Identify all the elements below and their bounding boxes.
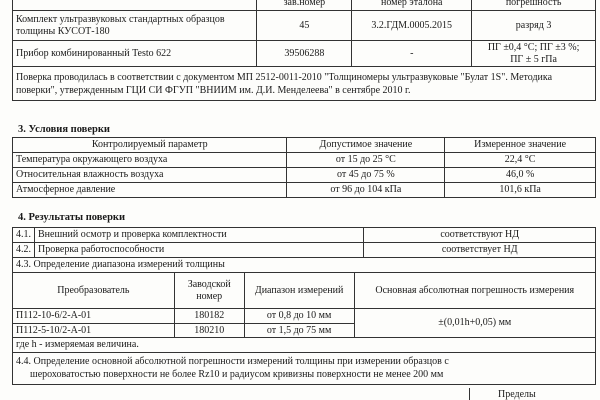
conditions-header-cell: Контролируемый параметр [13, 138, 287, 153]
standards-header-cell: номер эталона [352, 0, 472, 11]
standard-etalon: - [352, 41, 472, 67]
conditions-header-cell: Допустимое значение [287, 138, 445, 153]
condition-allowed: от 96 до 104 кПа [287, 183, 445, 198]
condition-param: Относительная влажность воздуха [13, 168, 287, 183]
standards-header-cell [13, 0, 257, 11]
condition-param: Температура окружающего воздуха [13, 153, 287, 168]
transducer-note: где h - измеряемая величина. [13, 338, 596, 353]
condition-measured: 46,0 % [445, 168, 596, 183]
accuracy-line: ПГ ± 5 гПа [510, 53, 557, 65]
standards-header-cell: погрешность [472, 0, 596, 11]
transducers-table [12, 272, 596, 385]
transducer-header-cell: Преобразователь [13, 273, 175, 309]
item-4-3: 4.3. Определение диапазона измерений толщины [13, 258, 596, 273]
result-text: Проверка работоспособности [35, 243, 364, 258]
section-4-title: 4. Результаты поверки [18, 212, 126, 223]
conditions-header-cell: Измеренное значение [445, 138, 596, 153]
standard-accuracy: разряд 3 [472, 11, 596, 41]
transducer-header-cell: Заводской номер [174, 273, 244, 309]
item-4-4-line-1: 4.4. Определение основной абсолютной погрешности измерений толщины при измерении образцов с [16, 356, 449, 367]
standards-table [12, 0, 596, 101]
section-3-title: 3. Условия поверки [18, 124, 110, 135]
standard-name: Комплект ультразвуковых стандартных образцов толщины КУСОТ-180 [13, 11, 257, 41]
conditions-table [12, 137, 596, 198]
transducer-error: ±(0,01h+0,05) мм [354, 309, 595, 338]
result-value: соответствует НД [364, 243, 596, 258]
transducer-range: от 0,8 до 10 мм [244, 309, 354, 324]
transducer-name: П112-10-6/2-А-01 [13, 309, 175, 324]
condition-allowed: от 45 до 75 % [287, 168, 445, 183]
condition-allowed: от 15 до 25 °С [287, 153, 445, 168]
condition-measured: 22,4 °С [445, 153, 596, 168]
transducer-header-cell: Основная абсолютная погрешность измерения [354, 273, 595, 309]
results-table [12, 227, 596, 273]
item-4-4 [13, 352, 596, 384]
transducer-range: от 1,5 до 75 мм [244, 323, 354, 338]
item-4-4-line-2: шероховатостью поверхности не более Rz10 и радиусом кривизны поверхности не менее 200 мм [30, 369, 444, 380]
method-note: Поверка проводилась в соответствии с документом МП 2512-0011-2010 "Толщиномеры ультразвуковые "Булат 1S". Методика поверки", утвержденным ГЦИ СИ ФГУП "ВНИИМ им. Д.И. Менделеева" в сентябре 2010 г. [13, 67, 596, 101]
transducer-header-cell: Диапазон измерений [244, 273, 354, 309]
standard-serial: 45 [257, 11, 352, 41]
result-num: 4.1. [13, 228, 35, 243]
result-value: соответствуют НД [364, 228, 596, 243]
transducer-serial: 180182 [174, 309, 244, 324]
transducer-serial: 180210 [174, 323, 244, 338]
standard-name: Прибор комбинированный Testo 622 [13, 41, 257, 67]
result-num: 4.2. [13, 243, 35, 258]
standard-accuracy [472, 41, 596, 67]
standards-header-cell: зав.номер [257, 0, 352, 11]
accuracy-line: ПГ ±0,4 °С; ПГ ±3 %; [487, 42, 580, 53]
standard-etalon: 3.2.ГДМ.0005.2015 [352, 11, 472, 41]
standard-serial: 39506288 [257, 41, 352, 67]
condition-measured: 101,6 кПа [445, 183, 596, 198]
result-text: Внешний осмотр и проверка комплектности [35, 228, 364, 243]
table-vline [469, 388, 470, 400]
transducer-name: П112-5-10/2-А-01 [13, 323, 175, 338]
condition-param: Атмосферное давление [13, 183, 287, 198]
limits-label: Пределы [498, 389, 536, 400]
